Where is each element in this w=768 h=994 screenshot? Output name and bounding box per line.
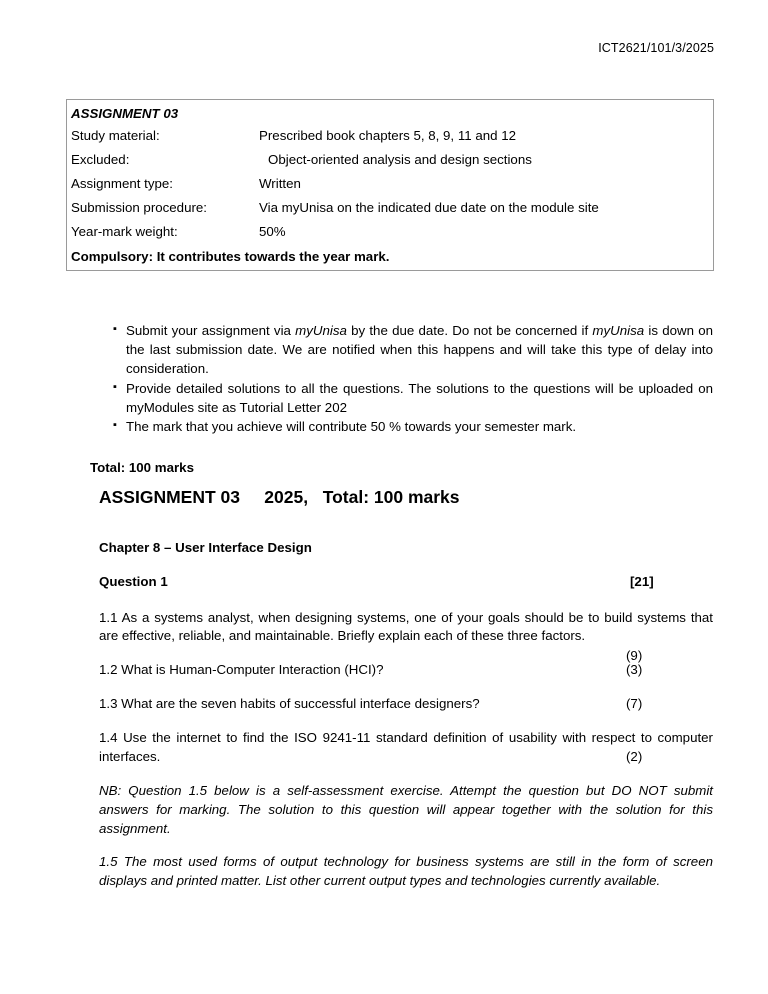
row-value: Via myUnisa on the indicated due date on the module site xyxy=(259,200,599,216)
table-row xyxy=(67,172,713,196)
table-row xyxy=(67,148,713,172)
table-row xyxy=(67,124,713,148)
question-text: 1.4 Use the internet to find the ISO 9241-11 standard definition of usability with respect to computer interfaces. xyxy=(99,730,713,764)
square-bullet-icon: ▪ xyxy=(113,380,117,393)
question-1-5: 1.5 The most used forms of output technology for business systems are still in the form of screen displays and printed matter. List other current output types and technologies currently available. xyxy=(99,854,713,889)
list-item-text: Submit your assignment via myUnisa by the due date. Do not be concerned if myUnisa is down on the last submission date. We are notified when this happens and will take this type of delay into consideration. xyxy=(126,323,714,376)
question-text: 1.3 What are the seven habits of successful interface designers? xyxy=(99,696,480,712)
assignment-info-title: ASSIGNMENT 03 xyxy=(71,106,179,121)
question-1-1 xyxy=(99,609,713,663)
table-row xyxy=(67,220,713,244)
instructions-list xyxy=(113,322,713,438)
row-value: Object-oriented analysis and design sections xyxy=(268,152,532,168)
question-text: 1.1 As a systems analyst, when designing systems, one of your goals should be to build systems that are effective, reliable, and maintainable. Briefly explain each of these three factors. xyxy=(99,609,713,644)
question-marks: (7) xyxy=(626,696,643,712)
question-1-2 xyxy=(99,661,713,680)
list-item xyxy=(113,380,713,418)
question-marks: (9) xyxy=(626,647,643,663)
assignment-compulsory-note: Compulsory: It contributes towards the year mark. xyxy=(71,248,390,264)
question-title-row xyxy=(99,573,713,590)
row-value: Written xyxy=(259,176,301,192)
row-label: Submission procedure: xyxy=(71,200,207,216)
row-label: Excluded: xyxy=(71,152,130,168)
question-label: Question 1 xyxy=(99,574,168,590)
total-marks-line: Total: 100 marks xyxy=(90,460,194,475)
question-1-3 xyxy=(99,695,713,714)
assignment-heading: ASSIGNMENT 03 2025, Total: 100 marks xyxy=(99,487,460,507)
chapter-heading: Chapter 8 – User Interface Design xyxy=(99,540,312,555)
self-assessment-note: NB: Question 1.5 below is a self-assessment exercise. Attempt the question but DO NOT submit answers for marking. The solution to this question will appear together with the solution for this assignment. xyxy=(99,782,713,836)
question-1-4 xyxy=(99,729,713,767)
question-text: 1.2 What is Human-Computer Interaction (HCI)? xyxy=(99,662,384,678)
question-section xyxy=(99,539,713,906)
square-bullet-icon: ▪ xyxy=(113,323,117,335)
row-value: 50% xyxy=(259,224,286,240)
question-marks: (2) xyxy=(626,749,643,765)
row-label: Year-mark weight: xyxy=(71,224,178,240)
list-item xyxy=(113,418,713,437)
question-marks: (3) xyxy=(626,662,643,678)
row-value: Prescribed book chapters 5, 8, 9, 11 and 12 xyxy=(259,128,516,144)
row-label: Assignment type: xyxy=(71,176,173,192)
list-item xyxy=(113,322,713,379)
table-row xyxy=(67,196,713,220)
document-header-module-code: ICT2621/101/3/2025 xyxy=(598,41,714,55)
row-label: Study material: xyxy=(71,128,160,144)
question-total-marks: [21] xyxy=(630,574,654,590)
list-item-text: Provide detailed solutions to all the questions. The solutions to the questions will be uploaded on myModules site as Tutorial Letter 202 xyxy=(126,380,713,415)
square-bullet-icon: ▪ xyxy=(113,419,117,432)
list-item-text: The mark that you achieve will contribute 50 % towards your semester mark. xyxy=(126,419,577,435)
assignment-info-table xyxy=(66,99,714,271)
